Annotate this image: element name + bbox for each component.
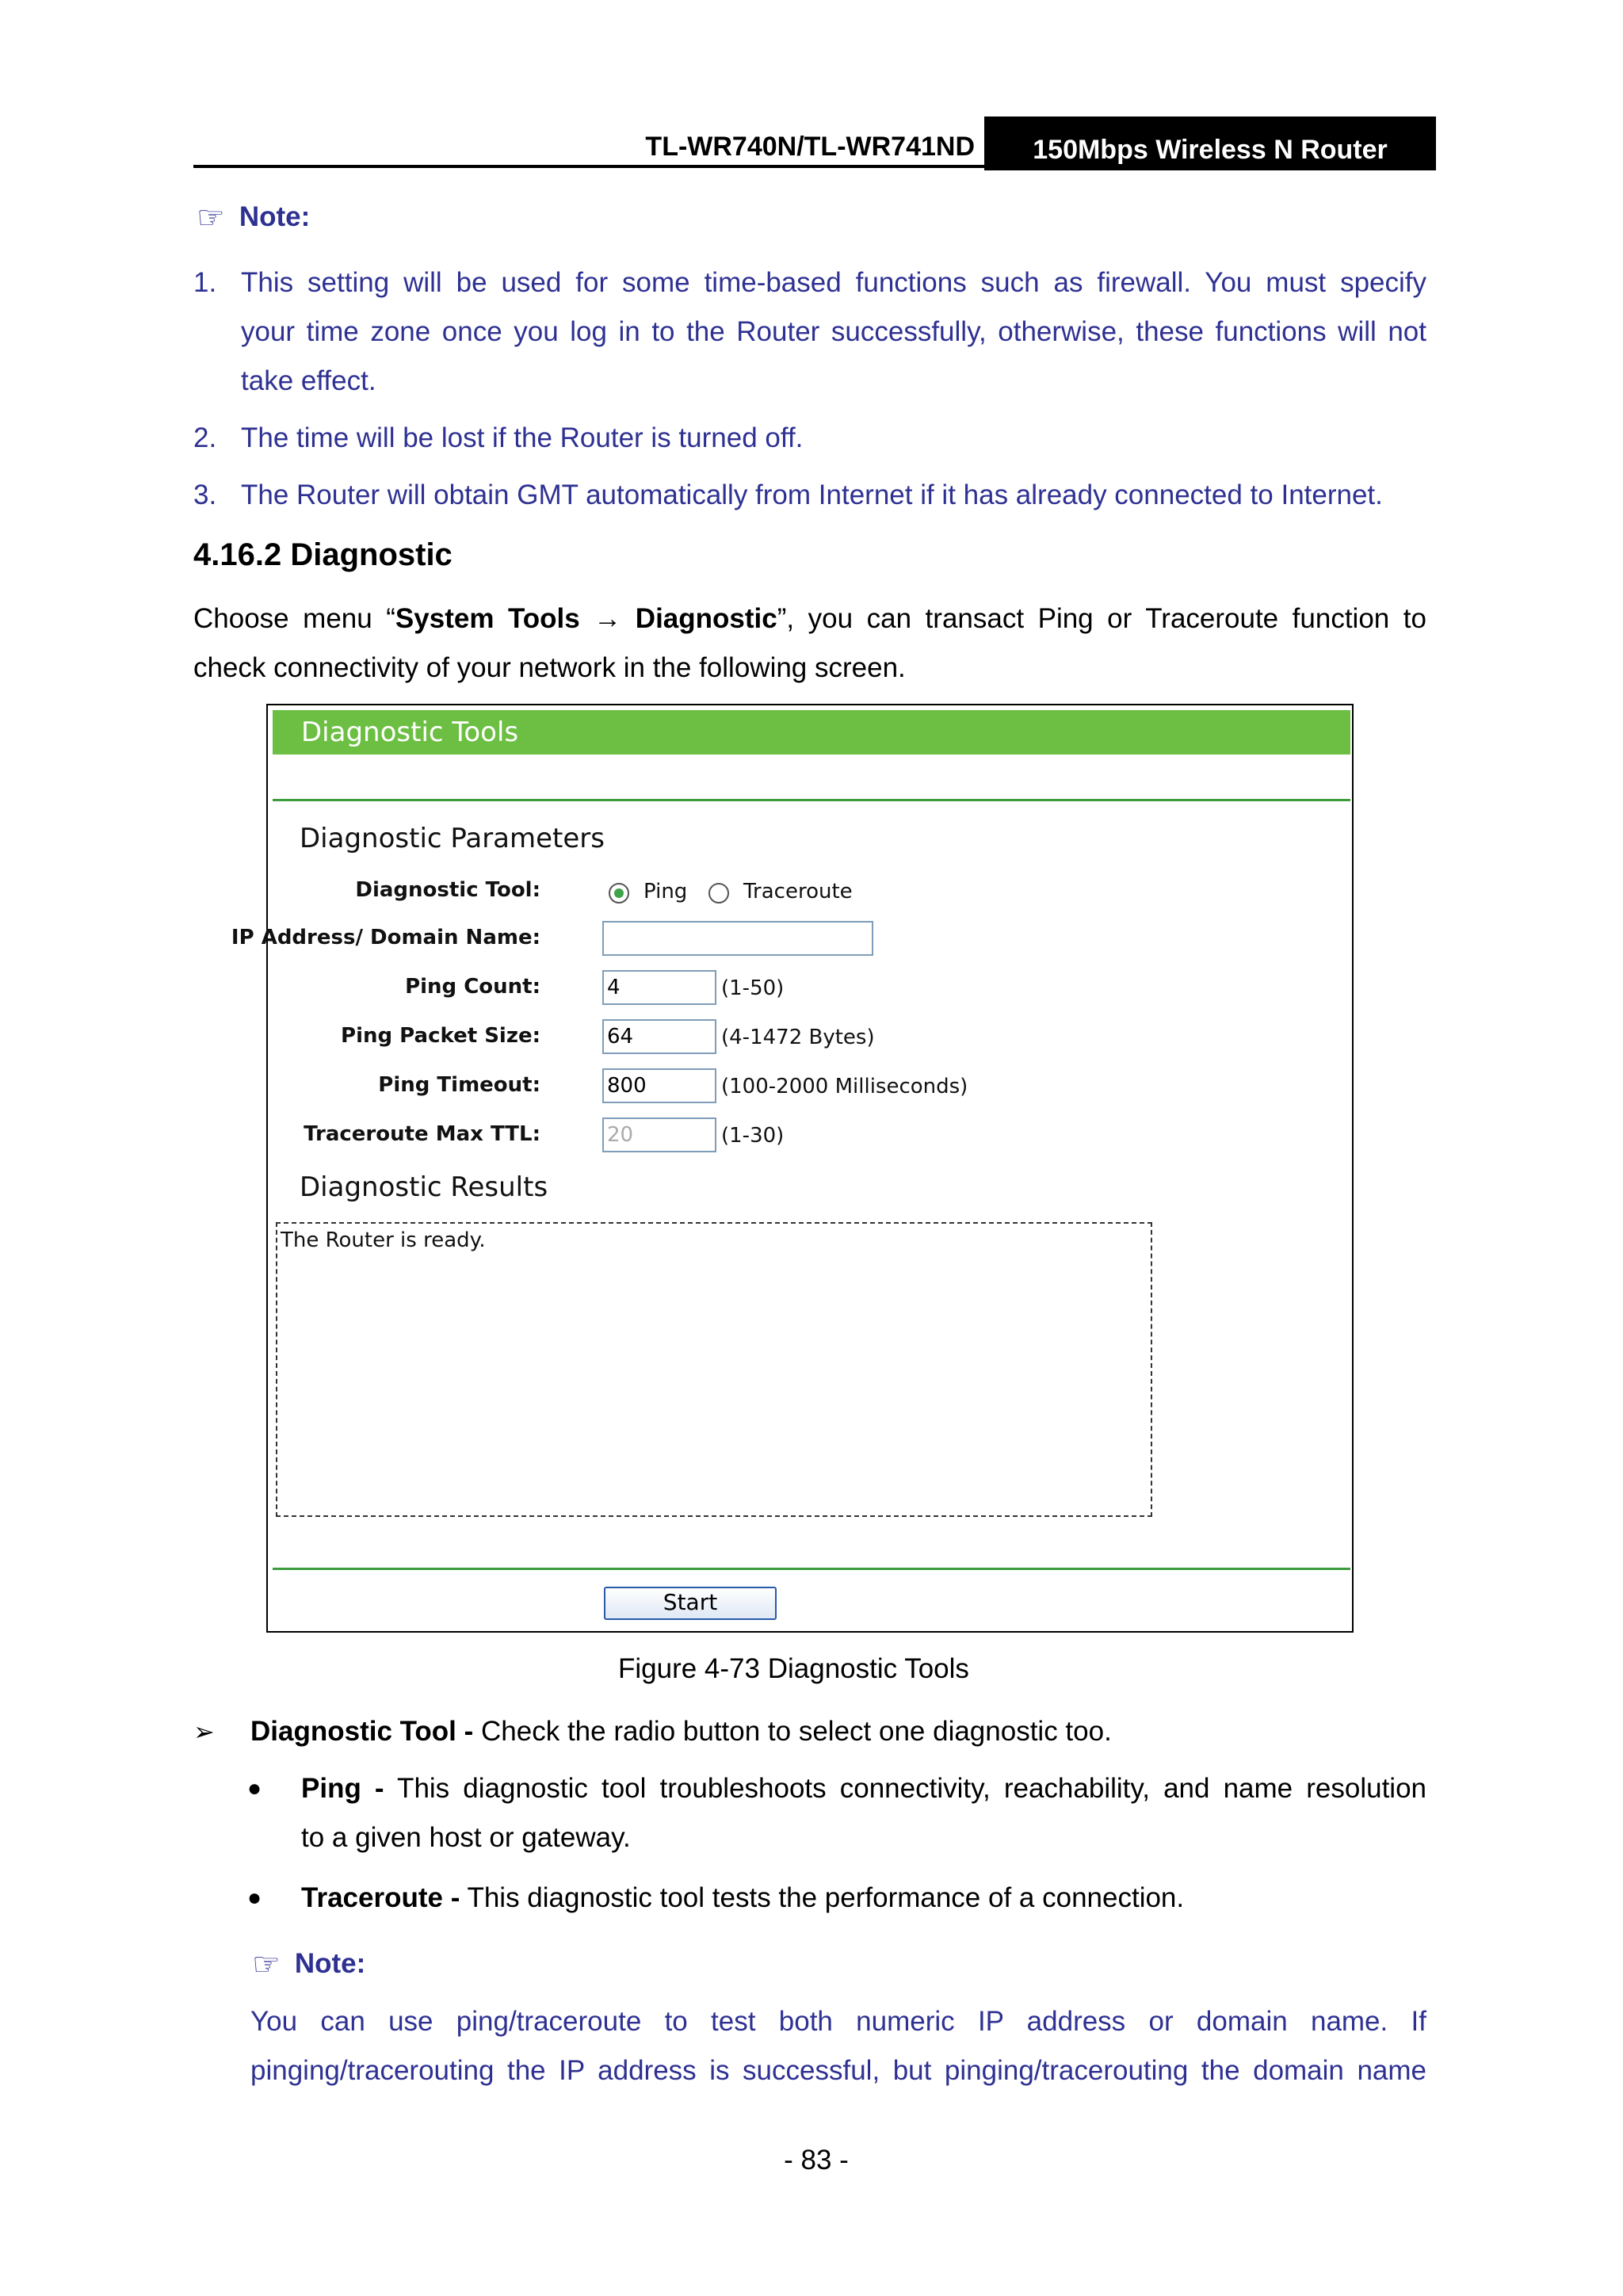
note-text: take effect. <box>241 365 376 396</box>
max-ttl-label: Traceroute Max TTL: <box>304 1122 540 1146</box>
divider <box>273 799 1350 801</box>
ping-timeout-label: Ping Timeout: <box>378 1073 540 1097</box>
header-model: TL-WR740N/TL-WR741ND <box>645 132 975 162</box>
panel-title-bar: Diagnostic Tools <box>273 710 1350 755</box>
pointing-hand-icon: ☞ <box>252 1947 281 1982</box>
pointing-hand-icon: ☞ <box>197 201 225 235</box>
ping-timeout-hint: (100-2000 Milliseconds) <box>721 1075 968 1098</box>
intro-text: check connectivity of your network in the following screen. <box>193 652 906 683</box>
packet-size-hint: (4-1472 Bytes) <box>721 1026 875 1049</box>
list-number: 2. <box>193 422 217 453</box>
menu-path-system-tools: System Tools <box>395 603 580 634</box>
max-ttl-hint: (1-30) <box>721 1124 785 1148</box>
diagnostic-tool-label: Diagnostic Tool: <box>355 878 540 902</box>
bullet-ping: ● Ping - This diagnostic tool troubleshoots connectivity, reachability, and name resolution to a given host or gateway. <box>247 1764 1426 1862</box>
divider <box>273 1568 1350 1570</box>
results-title: Diagnostic Results <box>300 1171 548 1203</box>
header-rule <box>193 165 1436 168</box>
start-button[interactable]: Start <box>604 1587 777 1620</box>
arrow-right-icon: → <box>594 603 622 634</box>
traceroute-radio[interactable] <box>708 883 729 904</box>
section-title: 4.16.2 Diagnostic <box>193 537 453 572</box>
ping-radio[interactable] <box>609 883 629 904</box>
packet-size-label: Ping Packet Size: <box>341 1024 540 1048</box>
note-text: This setting will be used for some time-based functions such as firewall. You must specify <box>241 267 1426 298</box>
ping-count-hint: (1-50) <box>721 976 785 1000</box>
results-box: The Router is ready. <box>276 1222 1152 1517</box>
section-intro: Choose menu “System Tools → Diagnostic”, you can transact Ping or Traceroute function to check connectivity of your network in the following screen. <box>193 594 1426 693</box>
note2-text: You can use ping/traceroute to test both numeric IP address or domain name. If pinging/tracerouting the IP address is successful, but pinging/tracerouting the domain name <box>250 2006 1426 2086</box>
page-number: - 83 - <box>784 2145 849 2176</box>
note-text: your time zone once you log in to the Router successfully, otherwise, these functions will not <box>241 316 1426 347</box>
figure-caption: Figure 4-73 Diagnostic Tools <box>618 1653 969 1684</box>
header-product: 150Mbps Wireless N Router <box>984 117 1436 170</box>
max-ttl-input[interactable]: 20 <box>602 1117 716 1152</box>
ping-count-label: Ping Count: <box>405 975 540 999</box>
params-title: Diagnostic Parameters <box>300 823 605 854</box>
ip-address-input[interactable] <box>602 921 873 956</box>
note-list <box>193 258 1426 520</box>
note-text: The time will be lost if the Router is turned off. <box>241 422 804 453</box>
dot-bullet-icon: ● <box>247 1885 262 1911</box>
ping-radio-label: Ping <box>643 880 688 904</box>
menu-path-diagnostic: Diagnostic <box>635 603 777 634</box>
dot-bullet-icon: ● <box>247 1775 262 1801</box>
bullet-diagnostic-tool: ➢ Diagnostic Tool - Check the radio button to select one diagnostic too. <box>193 1707 1426 1756</box>
bullet-traceroute: ● Traceroute - This diagnostic tool tests the performance of a connection. <box>247 1874 1426 1923</box>
note-heading: ☞ Note: <box>197 201 311 235</box>
diagnostic-tools-panel <box>231 704 1354 1633</box>
ip-address-label: IP Address/ Domain Name: <box>231 926 540 949</box>
traceroute-radio-label: Traceroute <box>743 880 853 904</box>
packet-size-input[interactable]: 64 <box>602 1019 716 1054</box>
ping-timeout-input[interactable]: 800 <box>602 1068 716 1103</box>
ping-count-input[interactable]: 4 <box>602 970 716 1005</box>
list-number: 3. <box>193 479 217 510</box>
list-number: 1. <box>193 267 217 298</box>
note-text: The Router will obtain GMT automatically from Internet if it has already connected to Internet. <box>241 479 1383 510</box>
arrow-bullet-icon: ➢ <box>193 1717 215 1746</box>
note-heading: ☞ Note: <box>252 1947 366 1982</box>
